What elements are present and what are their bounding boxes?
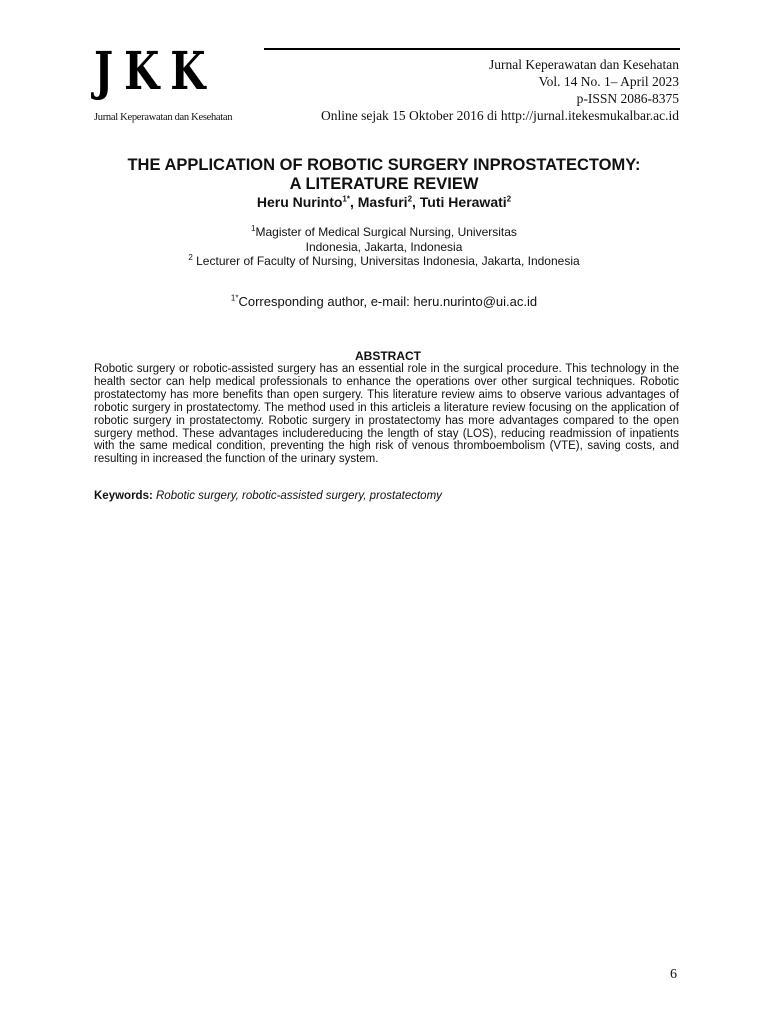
- keywords-label: Keywords:: [94, 490, 153, 502]
- affiliation-mark: 2: [188, 253, 193, 262]
- logo-letters: JKK: [94, 41, 217, 102]
- logo-subtitle: Jurnal Keperawatan dan Kesehatan: [94, 112, 233, 123]
- author-affiliation-mark: 2: [506, 194, 512, 204]
- journal-volume: Vol. 14 No. 1– April 2023: [538, 74, 679, 89]
- title-line-1: THE APPLICATION OF ROBOTIC SURGERY INPROSTATECTOMY:: [127, 156, 641, 174]
- author-name: Tuti Herawati: [419, 194, 507, 210]
- corresponding-author: [0, 294, 768, 310]
- affiliations: [0, 225, 768, 269]
- affiliation-text: Lecturer of Faculty of Nursing, Universitas Indonesia, Jakarta, Indonesia: [192, 254, 580, 268]
- author-name: Masfuri: [357, 194, 408, 210]
- article-title: [0, 156, 768, 194]
- affiliation-mark: 1: [251, 224, 256, 233]
- title-line-2: A LITERATURE REVIEW: [289, 175, 479, 193]
- corresponding-text: Corresponding author, e-mail: heru.nurinto@ui.ac.id: [238, 294, 538, 309]
- header-rule: [264, 48, 680, 50]
- author-name: Heru Nurinto: [256, 194, 343, 210]
- journal-issn: p-ISSN 2086-8375: [576, 91, 679, 106]
- journal-name: Jurnal Keperawatan dan Kesehatan: [488, 57, 679, 72]
- author-affiliation-mark: 2: [407, 194, 413, 204]
- abstract-heading: ABSTRACT: [355, 349, 421, 363]
- affiliation-1-line-2: Indonesia, Jakarta, Indonesia: [305, 239, 463, 254]
- author-separator: ,: [349, 194, 358, 210]
- abstract-body: Robotic surgery or robotic-assisted surgery has an essential role in the surgical procedure. This technology in the health sector can help medical professionals to enhance the operations over other surgical techniques. Robotic prostatectomy has more benefits than open surgery. This literature review aims to observe various advantages of robotic surgery in prostatectomy. The method used in this articleis a literature review focusing on the application of robotic surgery in prostatectomy. Robotic surgery in prostatectomy has more advantages compared to the open surgery method. These advantages includereducing the length of stay (LOS), reducing readmission of inpatients with the same medical condition, preventing the high risk of venous thromboembolism (VTE), saving costs, and resulting in increased the function of the urinary system.: [94, 363, 679, 466]
- keywords: [94, 490, 679, 503]
- author-affiliation-mark: 1*: [342, 194, 350, 204]
- affiliation-1-line-1: [0, 225, 768, 240]
- page-number: 6: [670, 967, 677, 982]
- journal-header-info: [321, 56, 679, 124]
- author-separator: ,: [412, 194, 420, 210]
- journal-logo: [94, 42, 264, 124]
- author-list: [0, 193, 768, 211]
- journal-online-link[interactable]: Online sejak 15 Oktober 2016 di http://jurnal.itekesmukalbar.ac.id: [320, 108, 679, 123]
- keywords-text: Robotic surgery, robotic-assisted surgery, prostatectomy: [152, 490, 442, 502]
- corresponding-mark: 1*: [230, 293, 239, 303]
- affiliation-2: [0, 254, 768, 269]
- affiliation-text: Magister of Medical Surgical Nursing, Universitas: [255, 225, 517, 239]
